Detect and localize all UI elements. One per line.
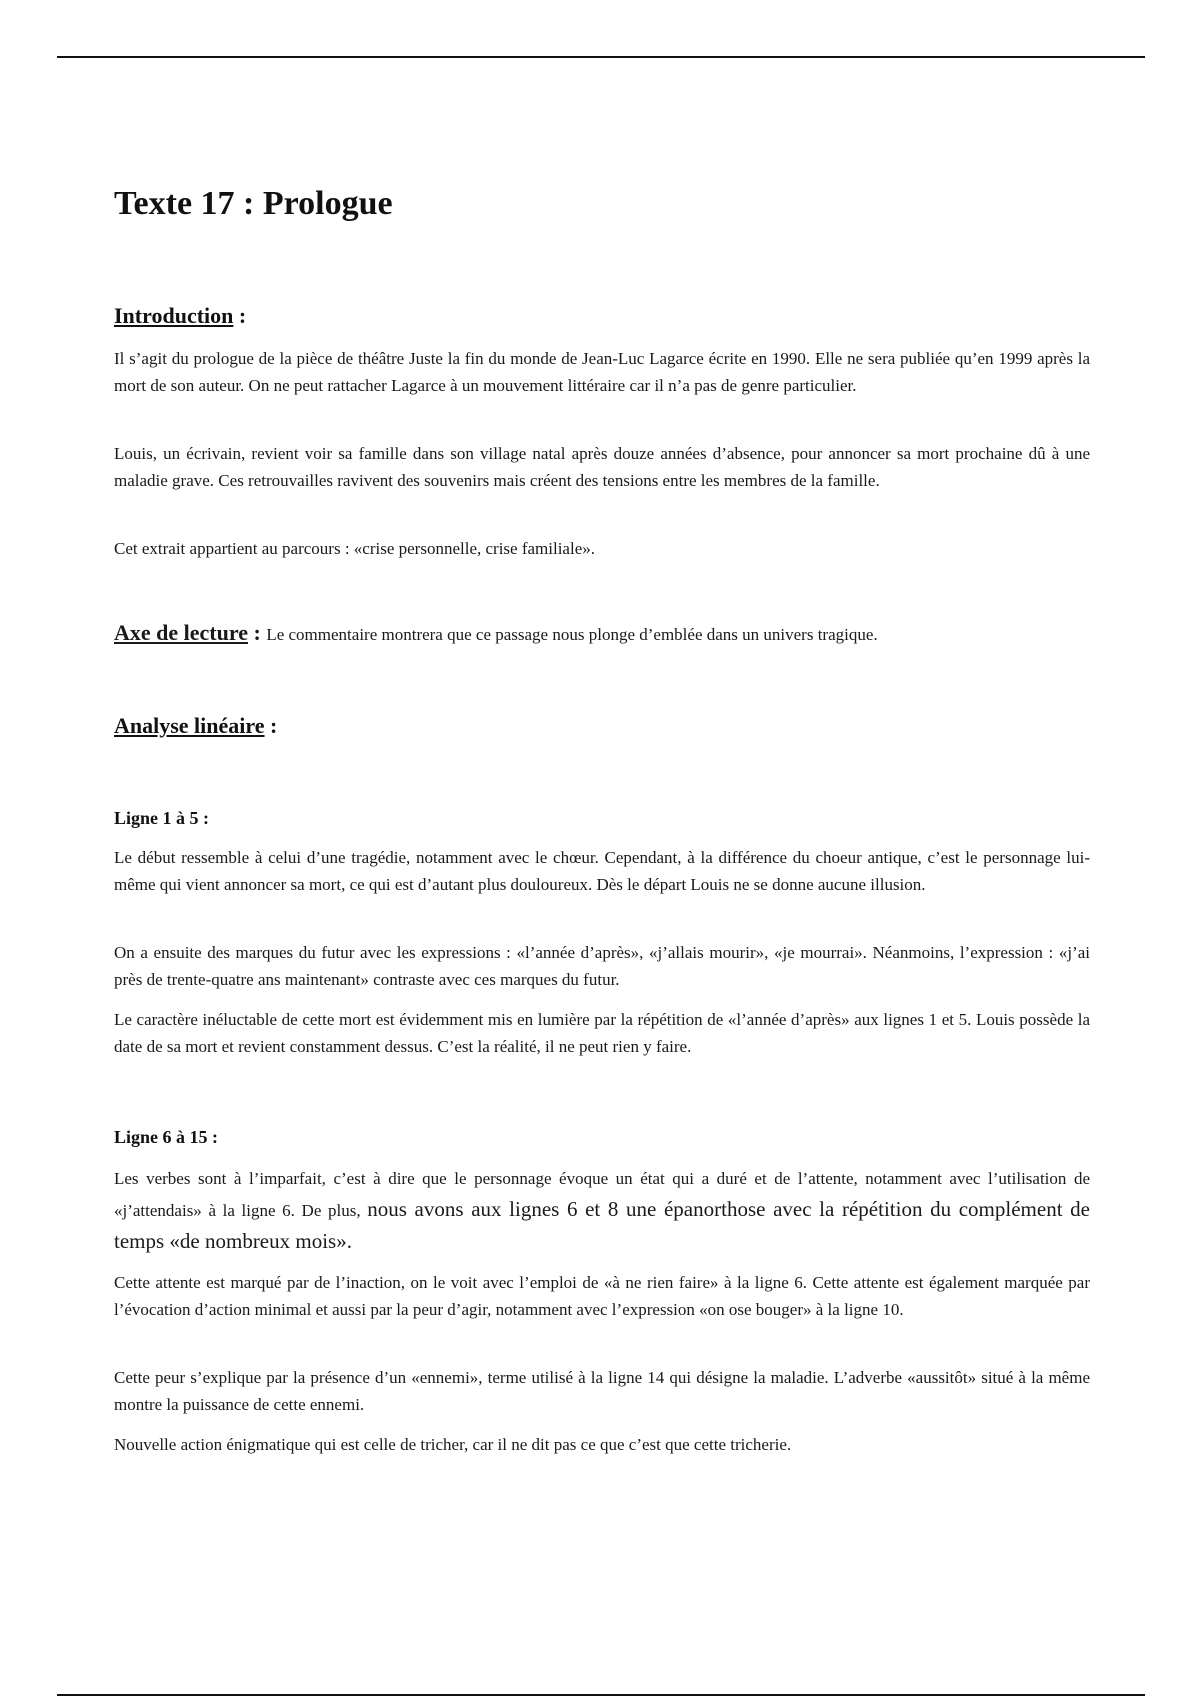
axe-de-lecture bbox=[114, 620, 878, 646]
analyse-heading-label: Analyse linéaire bbox=[114, 713, 265, 738]
section-2-paragraph-3: Cette peur s’explique par la présence d’un «ennemi», terme utilisé à la ligne 14 qui désigne la maladie. L’adverbe «aussitôt» situé à la même montre la puissance de cette ennemi. bbox=[114, 1368, 1090, 1414]
introduction-heading-colon: : bbox=[233, 303, 247, 328]
introduction-heading bbox=[114, 302, 246, 330]
analyse-heading-colon: : bbox=[264, 713, 278, 738]
intro-paragraph-3: Cet extrait appartient au parcours : «crise personnelle, crise familiale». bbox=[114, 539, 595, 558]
section-1-paragraph-2: On a ensuite des marques du futur avec les expressions : «l’année d’après», «j’allais mourir», «je mourrai». Néanmoins, l’expression : «j’ai près de trente-quatre ans maintenant» contraste avec ces marques du futur. bbox=[114, 943, 1090, 989]
intro-paragraph-1: Il s’agit du prologue de la pièce de théâtre Juste la fin du monde de Jean-Luc Lagarce écrite en 1990. Elle ne sera publiée qu’en 1999 après la mort de son auteur. On ne peut rattacher Lagarce à un mouvement littéraire car il n’a pas de genre particulier. bbox=[114, 349, 1090, 395]
introduction-heading-label: Introduction bbox=[114, 303, 234, 328]
axe-heading-colon: : bbox=[248, 620, 267, 645]
intro-paragraph-2: Louis, un écrivain, revient voir sa famille dans son village natal après douze années d’absence, pour annoncer sa mort prochaine dû à une maladie grave. Ces retrouvailles ravivent des souvenirs mais créent des tensions entre les membres de la famille. bbox=[114, 444, 1090, 490]
analyse-heading bbox=[114, 712, 277, 740]
section-2-heading: Ligne 6 à 15 : bbox=[114, 1127, 219, 1147]
top-rule bbox=[57, 56, 1145, 58]
section-1-heading: Ligne 1 à 5 : bbox=[114, 808, 210, 828]
page-title: Texte 17 : Prologue bbox=[114, 185, 393, 222]
section-2-paragraph-1 bbox=[114, 1164, 1090, 1258]
section-1-paragraph-1: Le début ressemble à celui d’une tragédie, notamment avec le chœur. Cependant, à la différence du choeur antique, c’est le personnage lui-même qui vient annoncer sa mort, ce qui est d’autant plus douloureux. Dès le départ Louis ne se donne aucune illusion. bbox=[114, 848, 1090, 894]
axe-text: Le commentaire montrera que ce passage nous plonge d’emblée dans un univers tragique. bbox=[266, 625, 878, 644]
section-2-paragraph-2: Cette attente est marqué par de l’inaction, on le voit avec l’emploi de «à ne rien faire» à la ligne 6. Cette attente est également marquée par l’évocation d’action minimal et aussi par la peur d’agir, notamment avec l’expression «on ose bouger» à la ligne 10. bbox=[114, 1273, 1090, 1319]
section-2-paragraph-1-part-1: Les verbes sont à l’imparfait, c’est à dire que le personnage évoque un état qui a duré et de l’attente, notamment avec l’utilisation de «j’attendais» à la ligne 6. De plus, bbox=[114, 1169, 1090, 1220]
axe-heading: Axe de lecture bbox=[114, 620, 248, 645]
section-2-paragraph-4: Nouvelle action énigmatique qui est celle de tricher, car il ne dit pas ce que c’est que cette tricherie. bbox=[114, 1435, 792, 1454]
bottom-rule bbox=[57, 1694, 1145, 1696]
section-1-paragraph-3: Le caractère inéluctable de cette mort est évidemment mis en lumière par la répétition de «l’année d’après» aux lignes 1 et 5. Louis possède la date de sa mort et revient constamment dessus. C’est la réalité, il ne peut rien y faire. bbox=[114, 1010, 1090, 1056]
section-2-paragraph-1-part-2: nous avons aux lignes 6 et 8 une épanorthose avec la répétition du complément de temps «de nombreux mois». bbox=[114, 1197, 1090, 1253]
